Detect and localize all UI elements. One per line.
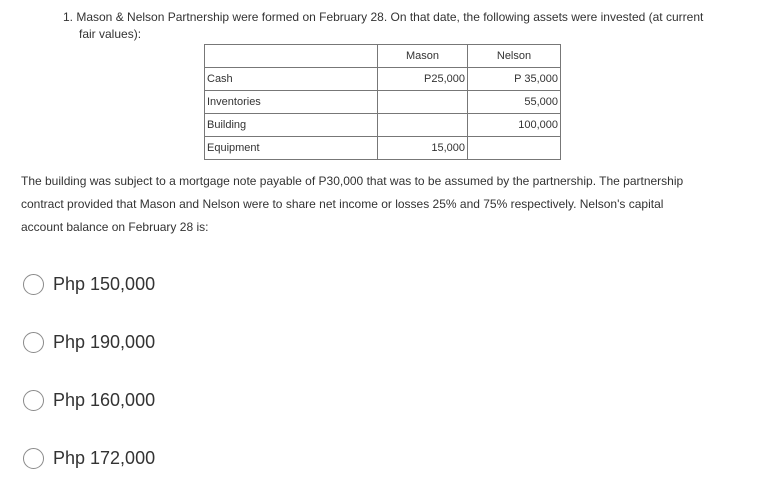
question-line-2: fair values): [79,27,142,41]
paragraph-line-1: The building was subject to a mortgage note payable of P30,000 that was to be assumed by the partnership. The partnership [21,174,684,188]
row-nelson-value: P 35,000 [468,68,561,91]
assets-table [204,44,561,160]
table-row [205,91,561,114]
row-label: Equipment [205,137,378,160]
answer-options [23,270,155,502]
row-nelson-value: 100,000 [468,114,561,137]
table-header-blank [205,45,378,68]
table-header-nelson: Nelson [468,45,561,68]
row-mason-value [378,114,468,137]
row-mason-value [378,91,468,114]
radio-button-icon[interactable] [23,448,44,469]
paragraph-line-2: contract provided that Mason and Nelson were to share net income or losses 25% and 75% respectively. Nelson's capital [21,197,664,211]
answer-option-4[interactable] [23,444,155,502]
row-label: Building [205,114,378,137]
answer-option-label[interactable]: Php 150,000 [53,274,156,294]
table-header-row [205,45,561,68]
question-text [63,9,753,43]
paragraph-line-3: account balance on February 28 is: [21,220,209,234]
answer-option-label[interactable]: Php 190,000 [53,332,156,352]
table-row [205,68,561,91]
row-nelson-value [468,137,561,160]
problem-paragraph [21,170,751,239]
row-mason-value: P25,000 [378,68,468,91]
row-nelson-value: 55,000 [468,91,561,114]
table-row [205,137,561,160]
table-row [205,114,561,137]
row-mason-value: 15,000 [378,137,468,160]
row-label: Inventories [205,91,378,114]
radio-button-icon[interactable] [23,332,44,353]
answer-option-3[interactable] [23,386,155,444]
answer-option-1[interactable] [23,270,155,328]
question-line-1: 1. Mason & Nelson Partnership were formed on February 28. On that date, the following assets were invested (at current [63,10,704,24]
radio-button-icon[interactable] [23,274,44,295]
answer-option-label[interactable]: Php 172,000 [53,448,156,468]
answer-option-2[interactable] [23,328,155,386]
radio-button-icon[interactable] [23,390,44,411]
table-header-mason: Mason [378,45,468,68]
row-label: Cash [205,68,378,91]
answer-option-label[interactable]: Php 160,000 [53,390,156,410]
